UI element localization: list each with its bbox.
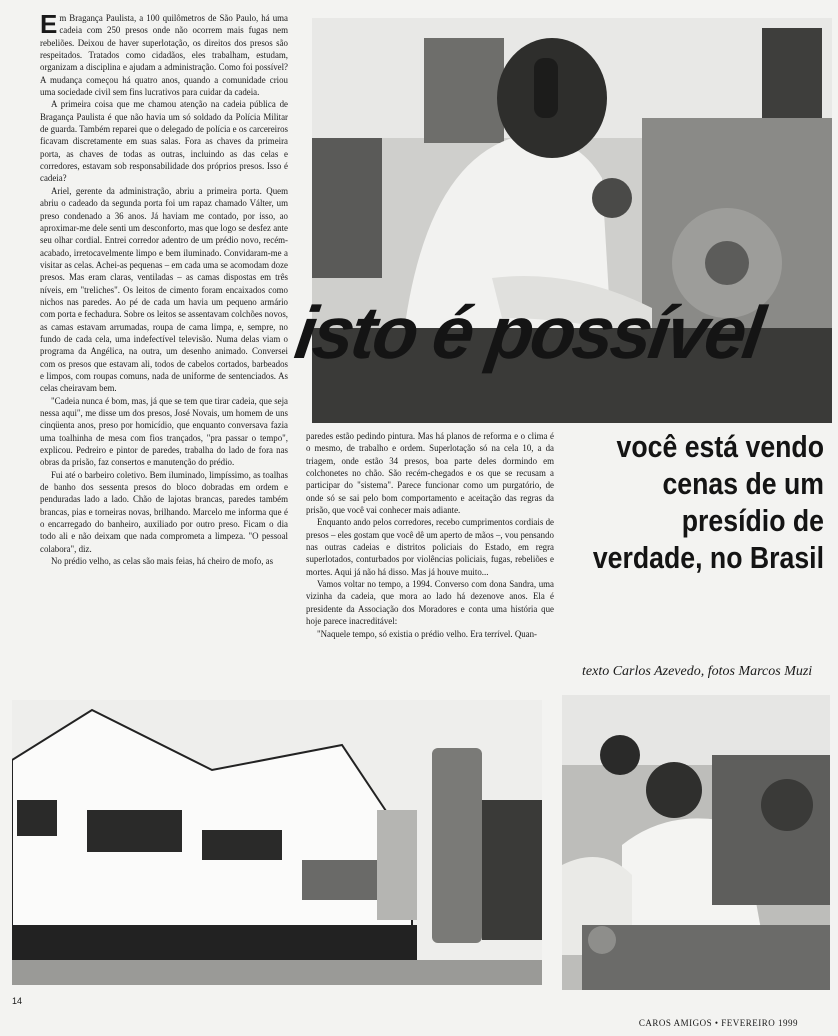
paragraph: A primeira coisa que me chamou atenção na cadeia pública de Bragança Paulista é que não havia um só soldado da Polícia Militar de guarda. Também reparei que o delegado de polícia e os carcereiros ficavam discretamente em suas salas. Fora as chaves da primeira porta, as chaves de todas as outras, incluindo as das celas e corredores, estavam sob responsabilidade dos próprios presos. Isso é cadeia? [40, 99, 288, 184]
paragraph: Fui até o barbeiro coletivo. Bem iluminado, limpíssimo, as toalhas de banho dos sessenta presos do bloco dobradas em ordem e penduradas lado a lado. Chão de lajotas brancas, paredes também brancas, pias e torneiras novas, brilhando. Marcelo me informa que é o encarregado do banheiro, auxiliado por outro preso. Ficam o dia todo ali e não deixam que nada comprometa a limpeza. "O pessoal colabora", diz. [40, 469, 288, 554]
byline-credits: texto Carlos Azevedo, fotos Marcos Muzi [582, 664, 813, 679]
photo-prison-building [12, 700, 542, 985]
page-number: 14 [12, 996, 23, 1006]
paragraph: Enquanto ando pelos corredores, recebo cumprimentos cordiais de presos – eles gostam que você dê um aperto de mãos –, vou pensando nas outras cadeias e distritos policiais do Estado, em regra superlotados, conturbados por violências policiais, fugas, rebeliões e mortes. Aqui já não há disso. Mas já houve muito... [306, 517, 554, 577]
photo-prison-building-image [12, 700, 542, 985]
paragraph: Ariel, gerente da administração, abriu a primeira porta. Quem abriu o cadeado da segunda porta foi um rapaz chamado Válter, um preso condenado a 36 anos. Já haviam me contado, por isso, ao aproximar-me dele senti um desconforto, mas que logo se desfez ante seu olhar cordial. Entrei corredor adentro de um prédio novo, recém-acabado, irretocavelmente limpo e bem iluminado. Convidaram-me a visitar as celas. Achei-as pequenas – em cada uma se acomodam doze presos. Mas eram claras, ventiladas – as camas dispostas em três níveis, em "treliches". Os leitos de cimento foram encaixados como nichos nas paredes. Ao pé de cada um havia um pequeno armário com porta e fechadura. Sobre os leitos se assentavam colchões novos, as camas estavam arrumadas, roupa de cama limpa, e, sempre, no fundo de cada cela, uma indefectível televisão. Numa delas viam o programa da Angélica, na outra, um desenho animado. Conversei com os presos que estavam ali, todos de cabelos cortados, barbeados e limpos, com roupas comuns, nada de uniforme de sentenciados. As celas cheiravam bem. [40, 185, 288, 394]
subtitle: você está vendo cenas de um presídio de verdade, no Brasil [592, 429, 824, 575]
photo-prisoners-working [562, 695, 830, 990]
paragraph: "Cadeia nunca é bom, mas, já que se tem que tirar cadeia, que seja nessa aqui", me disse um dos presos, José Novais, um homem de uns cinqüenta anos, preso por homicídio, que enquanto conversava fazia uma toalhinha de mesa com fios trançados, "pra passar o tempo", explicou. Pedreiro e pintor de paredes, trabalha do lado de fora nas obras da prisão, faz consertos e manutenção do prédio. [40, 395, 288, 468]
article-column-1 [40, 9, 288, 567]
paragraph-text: m Bragança Paulista, a 100 quilômetros de São Paulo, há uma cadeia com 250 presos onde não ocorrem mais fugas nem rebeliões. Deixou de haver superlotação, os direitos dos presos são respeitados. Tratados como cidadãos, eles trabalham, estudam, organizam a disciplina e ajudam a administração. Como foi possível? A mudança começou há quatro anos, quando a comunidade criou uma sociedade civil sem fins lucrativos para cuidar da cadeia. [40, 13, 288, 98]
article-column-2 [306, 430, 554, 640]
headline: isto é possível [290, 291, 767, 374]
photo-prisoners-working-image [562, 695, 830, 990]
paragraph: paredes estão pedindo pintura. Mas há planos de reforma e o clima é o mesmo, de trabalho e ordem. Superlotação só na cela 10, a da triagem, onde estão 34 presos, boa parte deles dormindo em colchonetes no chão. São recém-chegados e os que se recusam a participar do "sistema". Parece funcionar como um purgatório, de onde só se sai pelo bom comportamento e aceitação das regras da prisão, que você vai conhecer mais adiante. [306, 431, 554, 516]
drop-cap: E [40, 9, 58, 39]
paragraph: Vamos voltar no tempo, a 1994. Converso com dona Sandra, uma vizinha da cadeia, que mora ao lado há dezenove anos. Ela é presidente da Associação dos Moradores e conta uma história que hoje parece inacreditável: [306, 579, 554, 627]
footer-publication: CAROS AMIGOS • FEVEREIRO 1999 [638, 1018, 798, 1028]
paragraph: No prédio velho, as celas são mais feias, há cheiro de mofo, as [51, 556, 274, 567]
paragraph: "Naquele tempo, só existia o prédio velho. Era terrível. Quan- [317, 628, 538, 639]
paragraph-intro [40, 9, 288, 98]
